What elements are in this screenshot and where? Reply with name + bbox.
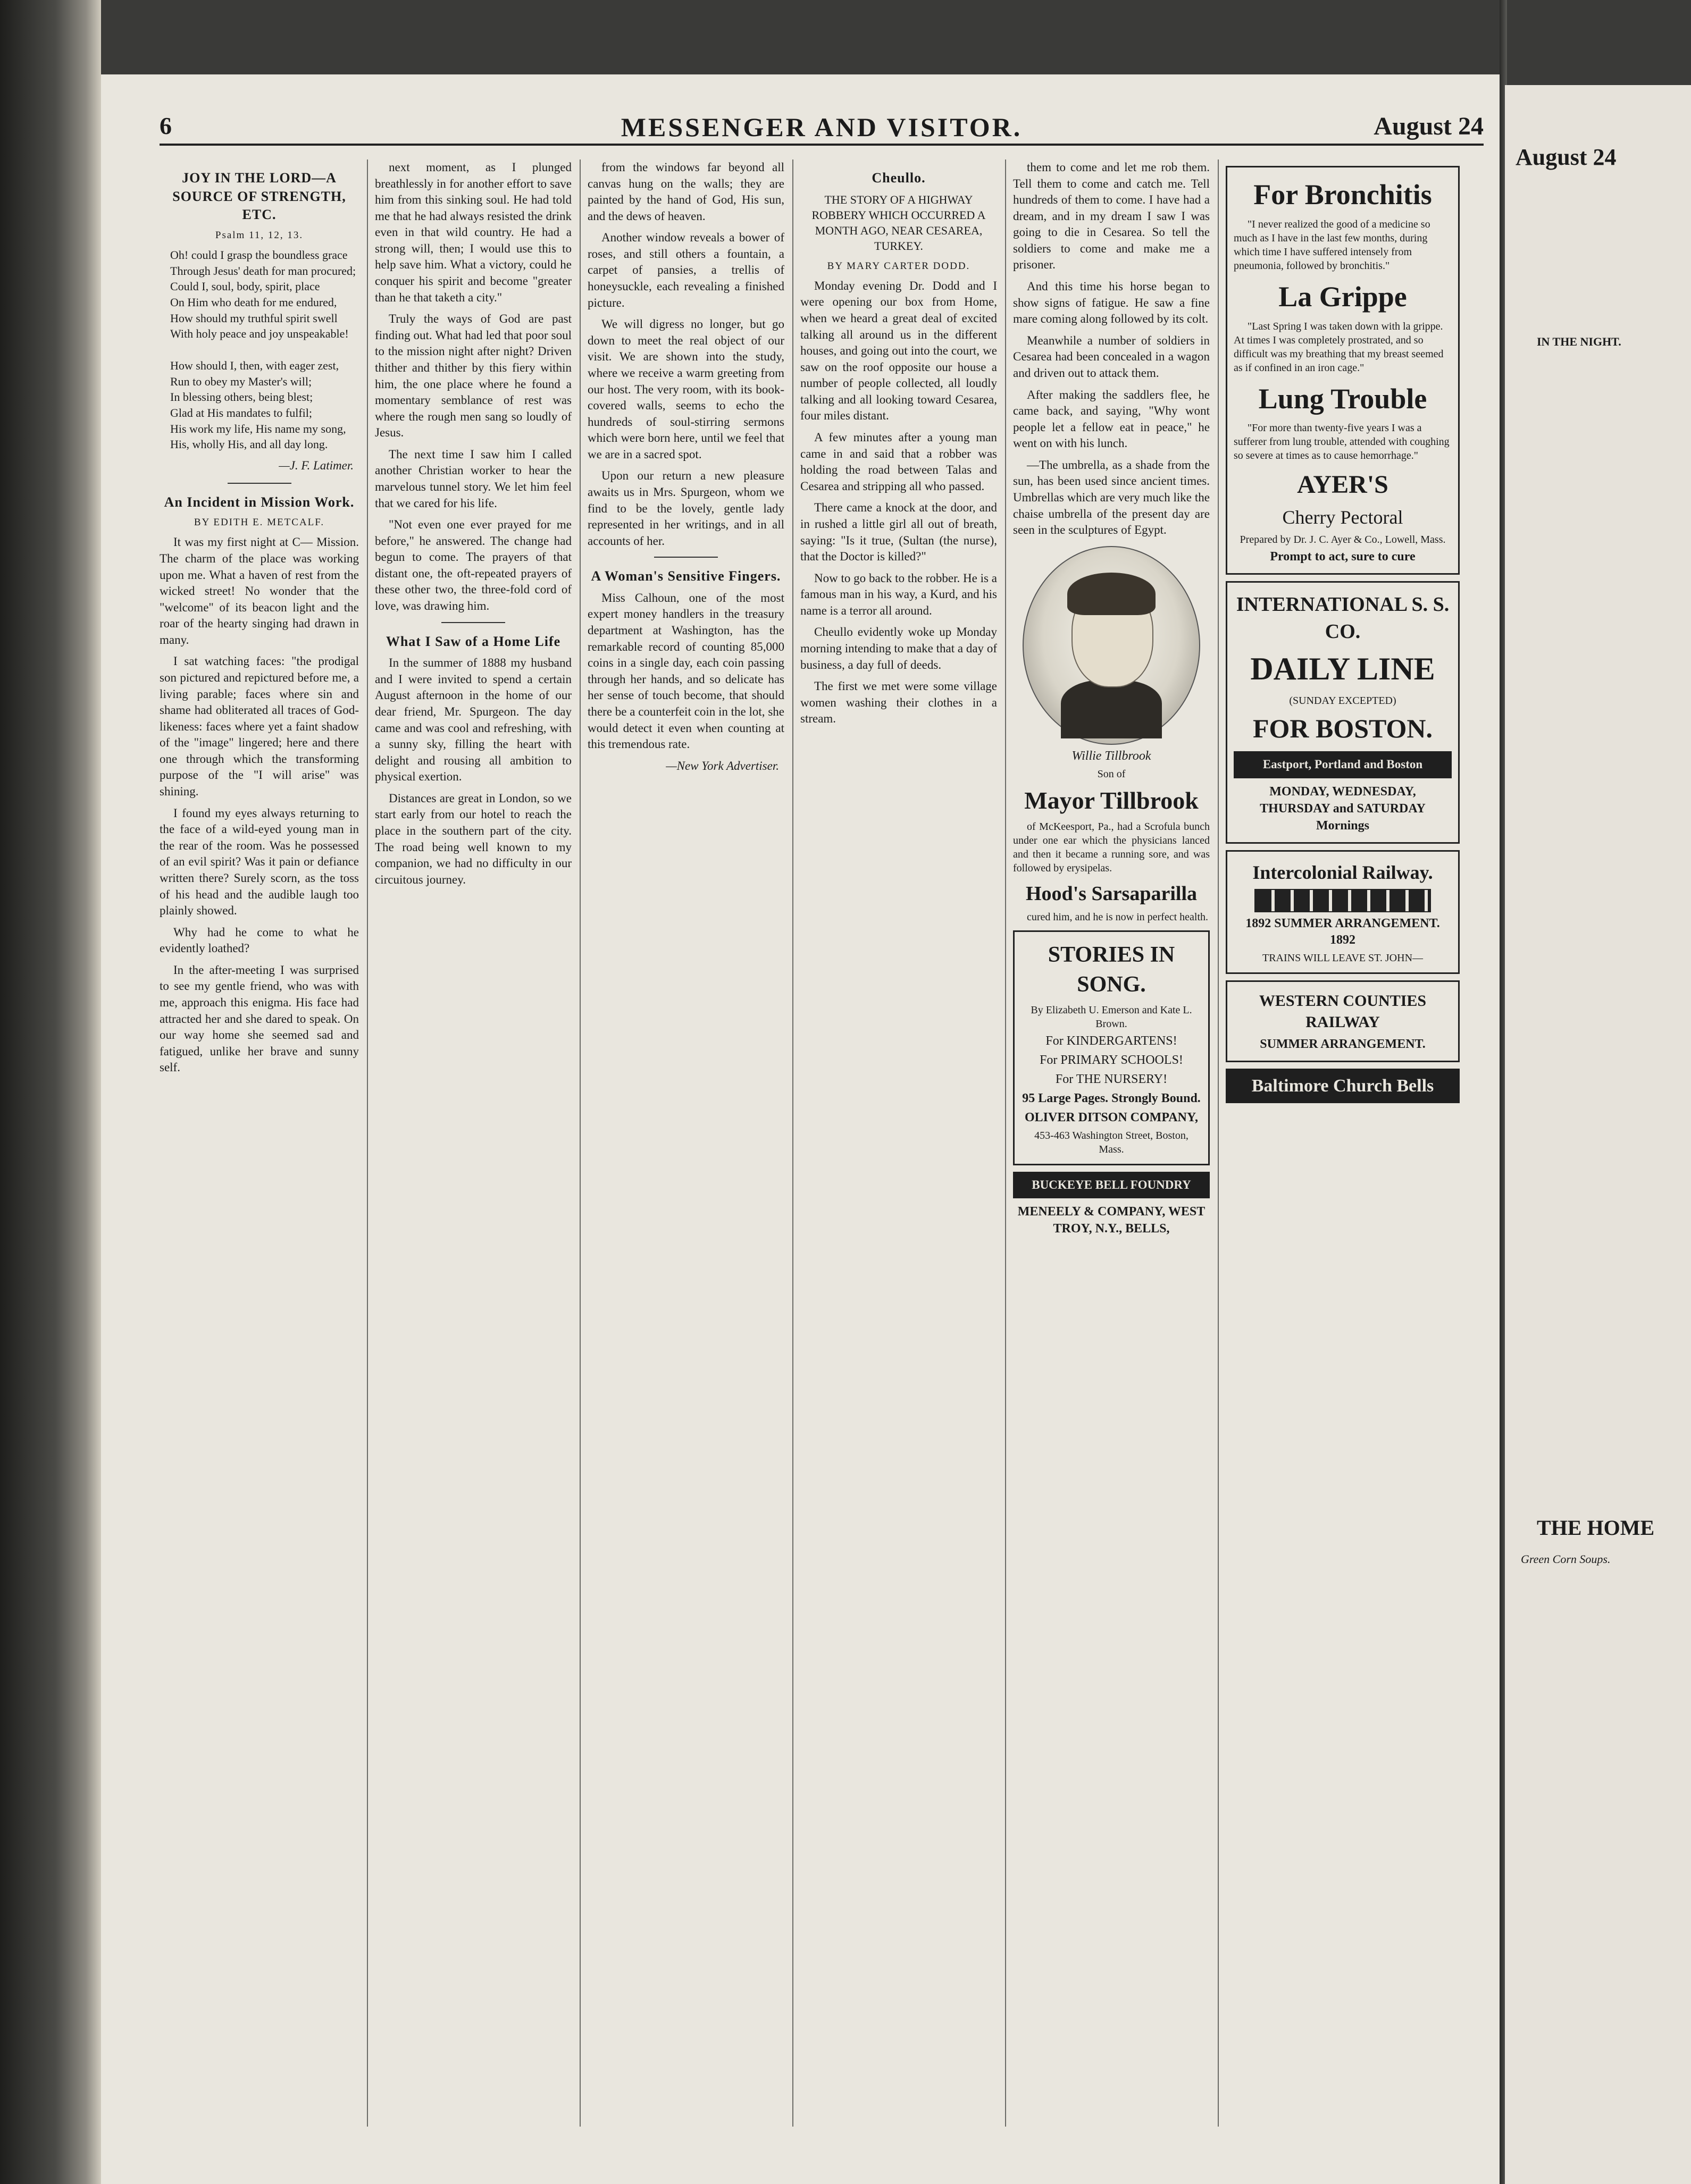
- column-3: [588, 159, 784, 2137]
- poem-line: In blessing others, being blest;: [170, 390, 313, 404]
- poem-line: How should my truthful spirit swell: [170, 311, 338, 325]
- masthead-title: MESSENGER AND VISITOR.: [621, 112, 1023, 142]
- article-paragraph: Truly the ways of God are past finding out. What had led that poor soul to the mission night after night? Driven thither and thither by this fiery within him, the one place where he found a momentary semblance of rest was where the rough men sang so loudly of Jesus.: [375, 312, 572, 440]
- baltimore-bells: Baltimore Church Bells: [1226, 1069, 1460, 1103]
- page-header: [160, 112, 1484, 146]
- facing-page: [1505, 85, 1691, 2184]
- article-paragraph: And this time his horse began to show signs of fatigue. He saw a fine mare coming along followed by its colt.: [1013, 280, 1210, 326]
- poem-line: His, wholly His, and all day long.: [170, 438, 328, 451]
- article-title: Cheullo.: [872, 170, 926, 186]
- sailing-days: MONDAY, WEDNESDAY, THURSDAY and SATURDAY Mornings: [1260, 784, 1426, 833]
- facing-heading: IN THE NIGHT.: [1537, 335, 1621, 348]
- article-paragraph: Distances are great in London, so we start early from our hotel to reach the place in the southern part of the city. The road being well known to my companion, we had no difficulty in our circuitous journey.: [375, 791, 572, 886]
- daily-line: DAILY LINE: [1250, 651, 1435, 687]
- article-byline: BY EDITH E. METCALF.: [194, 517, 325, 528]
- article-subtitle: THE STORY OF A HIGHWAY ROBBERY WHICH OCCURRED A MONTH AGO, NEAR CESAREA, TURKEY.: [811, 192, 986, 253]
- western-heading: WESTERN COUNTIES RAILWAY: [1259, 992, 1427, 1031]
- boy-portrait: [1023, 546, 1200, 745]
- poem-line: How should I, then, with eager zest,: [170, 358, 339, 372]
- issue-date: August 24: [1374, 112, 1484, 140]
- eastport-route: Eastport, Portland and Boston: [1234, 751, 1452, 778]
- portrait-hair: [1067, 573, 1156, 615]
- stories-ad: [1013, 930, 1210, 1165]
- stories-title: STORIES IN SONG.: [1048, 943, 1175, 997]
- ayers-prepared: Prepared by Dr. J. C. Ayer & Co., Lowell, Mass.: [1240, 534, 1446, 546]
- article-title: An Incident in Mission Work.: [164, 494, 355, 510]
- trains-leave: TRAINS WILL LEAVE ST. JOHN—: [1262, 952, 1424, 964]
- lung-text: "For more than twenty-five years I was a sufferer from lung trouble, attended with coughing so severe at times as to cause hemorrhage.": [1234, 422, 1450, 462]
- article-paragraph: Another window reveals a bower of roses, and still others a fountain, a carpet of pansies, a trellis of honeysuckle, each revealing a finished picture.: [588, 231, 784, 309]
- poem-verse: [160, 247, 359, 452]
- buckeye-ad: BUCKEYE BELL FOUNDRY: [1013, 1172, 1210, 1199]
- bronchitis-heading: For Bronchitis: [1253, 179, 1432, 211]
- mayor-heading: Mayor Tillbrook: [1024, 786, 1199, 814]
- column-rule: [1218, 159, 1219, 2127]
- article-paragraph: We will digress no longer, but go down to meet the real object of our visit. We are shown into the study, where we receive a warm greeting from our host. The very room, with its book-covered walls, seems to echo the hundreds of soul-stirring sermons which were born here, until we feel that we are in a sacred spot.: [588, 317, 784, 461]
- grippe-text: "Last Spring I was taken down with la grippe. At times I was completely prostrated, and so difficult was my breathing that my breast seemed as if confined in an iron cage.": [1234, 320, 1444, 374]
- poem-line: Run to obey my Master's will;: [170, 374, 312, 388]
- lung-heading: Lung Trouble: [1258, 382, 1427, 415]
- article-title: What I Saw of a Home Life: [386, 633, 561, 649]
- stories-for: For KINDERGARTENS!: [1045, 1034, 1177, 1048]
- sundays-excepted: (SUNDAY EXCEPTED): [1289, 694, 1396, 707]
- facing-home: THE HOME: [1537, 1516, 1655, 1540]
- article-paragraph: them to come and let me rob them. Tell them to come and catch me. Tell hundreds of them to come. I have had a dream, and in my dream I saw I was going to die in Cesarea. So tell the soldiers to come and make me a prisoner.: [1013, 161, 1210, 272]
- poem-title: JOY IN THE LORD—A SOURCE OF STRENGTH, ETC.: [172, 170, 346, 223]
- article-paragraph: Monday evening Dr. Dodd and I were opening our box from Home, when we heard a great deal of excited talking all around us in the different houses, and going out into the court, we saw on the roof opposite our house a number of people collected, all loudly talking and all looking toward Cesarea, four miles distant.: [800, 279, 997, 423]
- ayers-heading: AYER'S: [1297, 471, 1388, 499]
- book-binding: [0, 0, 101, 2184]
- cherry-pectoral: Cherry Pectoral: [1282, 507, 1403, 528]
- article-paragraph: "Not even one ever prayed for me before," he answered. The change had begun to come. The prayers of that distant one, the oft-repeated prayers of these other two, the three-fold cord of love, was drawing him.: [375, 518, 572, 613]
- article-paragraph: Meanwhile a number of soldiers in Cesarea had been concealed in a wagon and driven out to attack them.: [1013, 333, 1210, 380]
- hoods-heading: Hood's Sarsaparilla: [1026, 882, 1197, 905]
- article-title: A Woman's Sensitive Fingers.: [591, 568, 781, 584]
- article-paragraph: There came a knock at the door, and in rushed a little girl all out of breath, saying: "Is it true, (Sultan (the nurse), that the Doctor is killed?": [800, 501, 997, 564]
- article-paragraph: I found my eyes always returning to the face of a wild-eyed young man in the rear of the room. Was he possessed of an evil spirit? Was it pain or defiance written there? Surely scorn, as the toss of his head and the audible laugh too plainly showed.: [160, 806, 359, 918]
- article-paragraph: I sat watching faces: "the prodigal son pictured and repictured before me, a living parable; faces where sin and shame had obliterated all traces of God-likeness: faces where yet a faint shadow of the "image" lingered; here and there one through which the transforming purpose of the "I will arise" was shining.: [160, 654, 359, 799]
- article-paragraph: The first we met were some village women washing their clothes in a stream.: [800, 679, 997, 726]
- stories-pages: 95 Large Pages. Strongly Bound.: [1022, 1091, 1201, 1105]
- column-2: [375, 159, 572, 2137]
- steamship-ad: [1226, 581, 1460, 844]
- ditson-name: OLIVER DITSON COMPANY,: [1024, 1110, 1199, 1124]
- poem-signature: —J. F. Latimer.: [279, 458, 354, 472]
- article-source: —New York Advertiser.: [666, 759, 779, 772]
- column-6-ads: [1226, 159, 1460, 2137]
- divider: [441, 622, 505, 623]
- column-rule: [792, 159, 793, 2127]
- poem-line: Glad at His mandates to fulfil;: [170, 406, 312, 419]
- poem-line: Oh! could I grasp the boundless grace: [170, 248, 348, 262]
- portrait-son-of: Son of: [1097, 768, 1126, 780]
- stories-for: For PRIMARY SCHOOLS!: [1040, 1053, 1183, 1067]
- column-rule: [1005, 159, 1006, 2127]
- stories-for: For THE NURSERY!: [1055, 1072, 1168, 1086]
- column-1: [160, 159, 359, 2137]
- portrait-caption: Willie Tillbrook: [1071, 749, 1151, 763]
- poem-line: With holy peace and joy unspeakable!: [170, 327, 349, 341]
- ditson-address: 453-463 Washington Street, Boston, Mass.: [1034, 1129, 1188, 1155]
- portrait-collar: [1061, 680, 1162, 738]
- column-4: [800, 159, 997, 2137]
- article-paragraph: from the windows far beyond all canvas hung on the walls; they are painted by the hand of God, His sun, and the dews of heaven.: [588, 161, 784, 223]
- western-counties-ad: [1226, 980, 1460, 1062]
- article-paragraph: A few minutes after a young man came in and said that a robber was holding the road between Talas and Cesarea and stripping all who passed.: [800, 431, 997, 493]
- divider: [228, 483, 291, 484]
- stories-authors: By Elizabeth U. Emerson and Kate L. Brown.: [1031, 1004, 1192, 1030]
- poem-reference: Psalm 11, 12, 13.: [215, 229, 304, 241]
- article-paragraph: Cheullo evidently woke up Monday morning intending to make that a day of business, a day full of deeds.: [800, 625, 997, 671]
- grippe-heading: La Grippe: [1278, 280, 1407, 313]
- article-paragraph: next moment, as I plunged breathlessly in for another effort to save him from this sinking soul. He had told me that he had always resisted the drink even in that wild country. He had a strong will, then; I would use this to help save him. What a victory, could he conquer his spirit and become "greater than he that taketh a city.": [375, 161, 572, 304]
- ayers-ad: [1226, 166, 1460, 575]
- western-sub: SUMMER ARRANGEMENT.: [1260, 1037, 1426, 1052]
- page-number: 6: [160, 112, 172, 139]
- article-paragraph: In the summer of 1888 my husband and I were invited to spend a certain August afternoon in the home of our dear friend, Mr. Spurgeon. The day came and was cool and refreshing, with a sunny sky, filling the heart with delight and rousing all ambition to physical exertion.: [375, 656, 572, 784]
- bronchitis-text: "I never realized the good of a medicine so much as I have in the last few months, during which time I have suffered intensely from pneumonia, followed by bronchitis.": [1234, 218, 1430, 272]
- intercolonial-ad: [1226, 850, 1460, 975]
- article-paragraph: The next time I saw him I called another Christian worker to hear the marvelous tunnel story. We let him feel that we cared for his life.: [375, 447, 572, 510]
- article-paragraph: Miss Calhoun, one of the most expert money handlers in the treasury department at Washington, has the remarkable record of counting 85,000 coins in a single day, each coin passing through her hands, and so delicate has her sense of touch become, that should there be a counterfeit coin in the lot, she would detect it even when counting at this tremendous rate.: [588, 591, 784, 751]
- poem-line: Could I, soul, body, spirit, place: [170, 280, 320, 293]
- column-rule: [367, 159, 368, 2127]
- train-illustration: [1254, 889, 1431, 912]
- article-paragraph: In the after-meeting I was surprised to see my gentle friend, who was with me, approach this enigma. His face had attracted her and she dared to speak. On our way home she seemed sad and fatigued, unlike her brave and sunny self.: [160, 963, 359, 1074]
- hoods-text: cured him, and he is now in perfect health.: [1027, 911, 1208, 923]
- column-5: [1013, 159, 1210, 2137]
- column-rule: [580, 159, 581, 2127]
- for-boston: FOR BOSTON.: [1252, 713, 1433, 743]
- ayers-prompt: Prompt to act, sure to cure: [1270, 550, 1416, 564]
- meneely-ad: MENEELY & COMPANY, WEST TROY, N.Y., BELLS,: [1017, 1205, 1206, 1236]
- article-paragraph: Why had he come to what he evidently loathed?: [160, 925, 359, 955]
- article-paragraph: It was my first night at C— Mission. The charm of the place was working upon me. What a haven of rest from the wicked street! No wonder that the "welcome" of its beacon light and the roar of the hearty singing had drawn in many.: [160, 535, 359, 646]
- facing-soup: Green Corn Soups.: [1521, 1552, 1611, 1566]
- intercolonial-heading: Intercolonial Railway.: [1252, 861, 1433, 883]
- newspaper-page: [101, 74, 1500, 2184]
- poem-line: On Him who death for me endured,: [170, 296, 337, 309]
- article-paragraph: Upon our return a new pleasure awaits us in Mrs. Spurgeon, whom we find to be the lovely, gentle lady represented in her writings, and in all accounts of her.: [588, 469, 784, 548]
- poem-line: Through Jesus' death for man procured;: [170, 264, 356, 278]
- intl-heading: INTERNATIONAL S. S. CO.: [1236, 593, 1450, 643]
- article-paragraph: After making the saddlers flee, he came back, and saying, "Why wont people let a fellow eat in peace," he went on with his lunch.: [1013, 388, 1210, 450]
- article-paragraph: Now to go back to the robber. He is a famous man in his way, a Kurd, and his name is a terror all around.: [800, 571, 997, 617]
- divider: [654, 557, 718, 558]
- summer-arrangement: 1892 SUMMER ARRANGEMENT. 1892: [1245, 916, 1440, 947]
- article-paragraph: —The umbrella, as a shade from the sun, has been used since ancient times. Umbrellas which are very much like the chaise umbrella of the present day are seen in the sculptures of Egypt.: [1013, 458, 1210, 537]
- poem-line: His work my life, His name my song,: [170, 422, 346, 435]
- article-byline: BY MARY CARTER DODD.: [827, 260, 970, 272]
- mayor-text: of McKeesport, Pa., had a Scrofula bunch under one ear which the physicians lanced and then it became a running sore, and was followed by erysipelas.: [1013, 820, 1210, 874]
- facing-date: August 24: [1516, 144, 1617, 170]
